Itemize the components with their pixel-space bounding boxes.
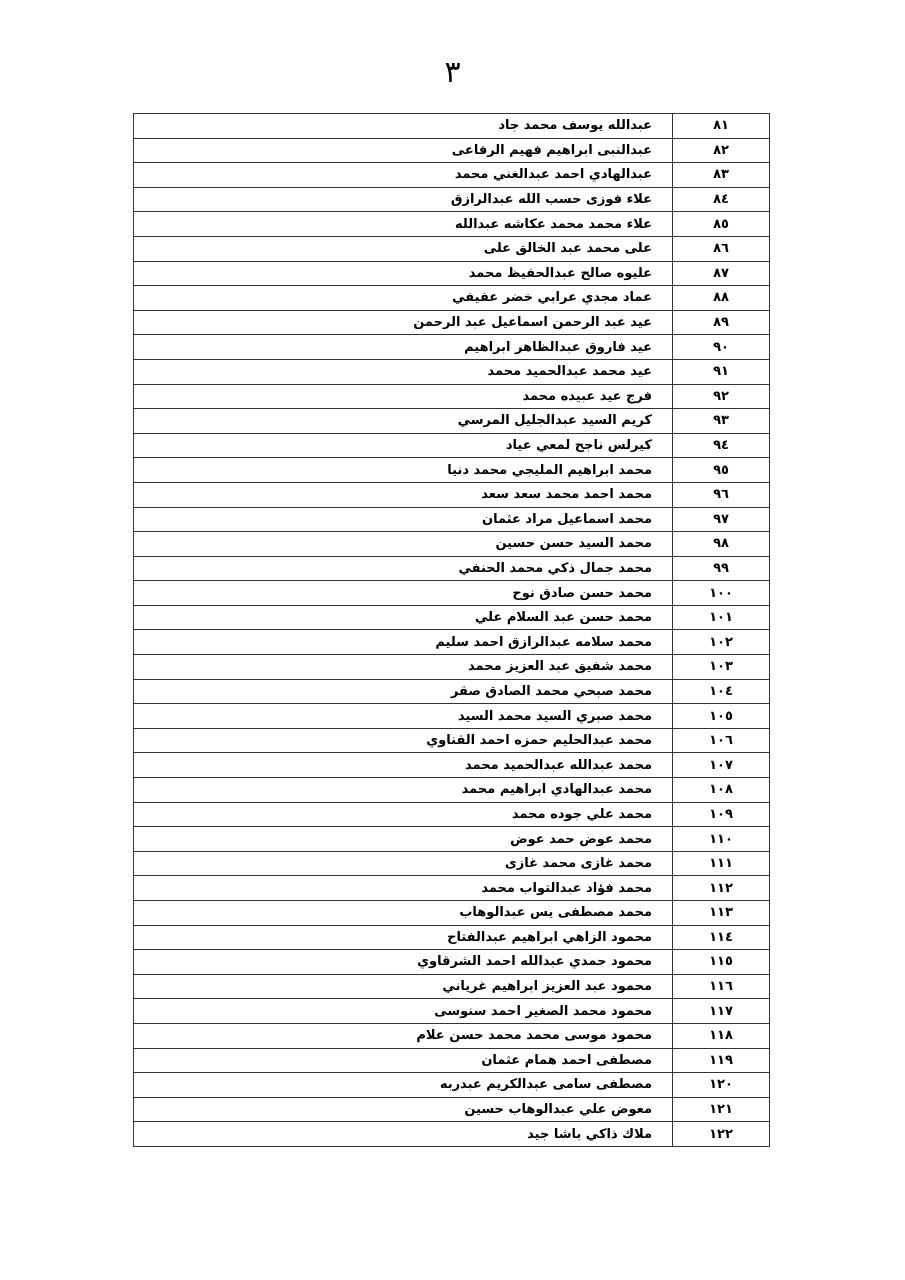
table-row (134, 187, 770, 212)
row-number: ١١٤ (673, 925, 770, 950)
table-row (134, 802, 770, 827)
table-row (134, 335, 770, 360)
table-row (134, 1073, 770, 1098)
person-name: محمد صبحي محمد الصادق صقر (134, 679, 673, 704)
person-name: محمود حمدي عبدالله احمد الشرقاوي (134, 950, 673, 975)
row-number: ٨٦ (673, 236, 770, 261)
row-number: ١١٥ (673, 950, 770, 975)
table-row (134, 261, 770, 286)
person-name: محمود موسى محمد محمد حسن علام (134, 1023, 673, 1048)
row-number: ١١٦ (673, 974, 770, 999)
table-row (134, 138, 770, 163)
person-name: محمد صبري السيد محمد السيد (134, 704, 673, 729)
table-row (134, 753, 770, 778)
person-name: محمود عبد العزيز ابراهيم غرياني (134, 974, 673, 999)
row-number: ١١٧ (673, 999, 770, 1024)
person-name: معوض علي عبدالوهاب حسين (134, 1097, 673, 1122)
row-number: ٨٥ (673, 212, 770, 237)
person-name: محمد ابراهيم المليجي محمد دنيا (134, 458, 673, 483)
person-name: علاء فوزى حسب الله عبدالرازق (134, 187, 673, 212)
table-row (134, 482, 770, 507)
table-row (134, 114, 770, 139)
row-number: ٩١ (673, 359, 770, 384)
table-row (134, 384, 770, 409)
table-row (134, 925, 770, 950)
row-number: ٩٠ (673, 335, 770, 360)
table-row (134, 556, 770, 581)
table-row (134, 236, 770, 261)
table-row (134, 433, 770, 458)
table-row (134, 901, 770, 926)
table-row (134, 876, 770, 901)
row-number: ٩٤ (673, 433, 770, 458)
person-name: مصطفى سامى عبدالكريم عبدربه (134, 1073, 673, 1098)
row-number: ١٢٠ (673, 1073, 770, 1098)
table-row (134, 286, 770, 311)
row-number: ١٠٥ (673, 704, 770, 729)
row-number: ٩٨ (673, 532, 770, 557)
person-name: كريم السيد عبدالجليل المرسي (134, 409, 673, 434)
person-name: محمد احمد محمد سعد سعد (134, 482, 673, 507)
table-row (134, 1023, 770, 1048)
person-name: على محمد عبد الخالق على (134, 236, 673, 261)
person-name: عبدالنبى ابراهيم فهيم الرفاعى (134, 138, 673, 163)
person-name: محمد عوض حمد عوض (134, 827, 673, 852)
table-row (134, 679, 770, 704)
person-name: محمد عبدالحليم حمزه احمد القناوي (134, 728, 673, 753)
person-name: محمود الزاهي ابراهيم عبدالفتاح (134, 925, 673, 950)
row-number: ٩٦ (673, 482, 770, 507)
person-name: محمد سلامه عبدالرازق احمد سليم (134, 630, 673, 655)
row-number: ١١٣ (673, 901, 770, 926)
row-number: ١١١ (673, 851, 770, 876)
row-number: ١٠٤ (673, 679, 770, 704)
person-name: محمد فؤاد عبدالتواب محمد (134, 876, 673, 901)
person-name: ملاك ذاكي باشا جيد (134, 1122, 673, 1147)
person-name: محمد جمال ذكي محمد الحنفي (134, 556, 673, 581)
row-number: ١٢١ (673, 1097, 770, 1122)
row-number: ١٠٦ (673, 728, 770, 753)
person-name: عبدالله يوسف محمد جاد (134, 114, 673, 139)
person-name: محمد مصطفى يس عبدالوهاب (134, 901, 673, 926)
row-number: ٩٩ (673, 556, 770, 581)
table-row (134, 581, 770, 606)
names-table-body (134, 114, 770, 1147)
table-row (134, 1097, 770, 1122)
row-number: ٩٧ (673, 507, 770, 532)
person-name: عماد مجدي عرابي خضر عفيفي (134, 286, 673, 311)
row-number: ١٢٢ (673, 1122, 770, 1147)
row-number: ٩٢ (673, 384, 770, 409)
person-name: محمد شفيق عبد العزيز محمد (134, 655, 673, 680)
table-row (134, 827, 770, 852)
person-name: كيرلس ناجح لمعي عياد (134, 433, 673, 458)
names-table (133, 113, 770, 1147)
table-row (134, 212, 770, 237)
person-name: محمد حسن صادق نوح (134, 581, 673, 606)
person-name: عيد فاروق عبدالظاهر ابراهيم (134, 335, 673, 360)
row-number: ١٠٠ (673, 581, 770, 606)
table-row (134, 532, 770, 557)
row-number: ١١٩ (673, 1048, 770, 1073)
row-number: ١٠٣ (673, 655, 770, 680)
table-row (134, 999, 770, 1024)
table-row (134, 851, 770, 876)
table-row (134, 630, 770, 655)
person-name: عيد عبد الرحمن اسماعيل عبد الرحمن (134, 310, 673, 335)
person-name: محمد عبدالله عبدالحميد محمد (134, 753, 673, 778)
person-name: فرج عيد عبيده محمد (134, 384, 673, 409)
person-name: محمد السيد حسن حسين (134, 532, 673, 557)
table-row (134, 778, 770, 803)
person-name: علاء محمد محمد عكاشه عبدالله (134, 212, 673, 237)
person-name: محمد حسن عبد السلام علي (134, 605, 673, 630)
table-row (134, 1122, 770, 1147)
person-name: مصطفى احمد همام عثمان (134, 1048, 673, 1073)
row-number: ٨٣ (673, 163, 770, 188)
table-row (134, 704, 770, 729)
table-row (134, 507, 770, 532)
row-number: ٨٩ (673, 310, 770, 335)
person-name: محمد عبدالهادي ابراهيم محمد (134, 778, 673, 803)
person-name: عليوه صالح عبدالحفيظ محمد (134, 261, 673, 286)
person-name: محمد اسماعيل مراد عثمان (134, 507, 673, 532)
person-name: عبدالهادي احمد عبدالغني محمد (134, 163, 673, 188)
row-number: ١٠٨ (673, 778, 770, 803)
person-name: محمود محمد الصغير احمد سنوسى (134, 999, 673, 1024)
row-number: ١٠١ (673, 605, 770, 630)
row-number: ١٠٢ (673, 630, 770, 655)
person-name: عيد محمد عبدالحميد محمد (134, 359, 673, 384)
row-number: ٨٢ (673, 138, 770, 163)
table-row (134, 655, 770, 680)
row-number: ٩٣ (673, 409, 770, 434)
table-row (134, 950, 770, 975)
table-row (134, 310, 770, 335)
person-name: محمد غازى محمد غازى (134, 851, 673, 876)
row-number: ١٠٧ (673, 753, 770, 778)
row-number: ٩٥ (673, 458, 770, 483)
table-row (134, 163, 770, 188)
row-number: ٨٨ (673, 286, 770, 311)
table-row (134, 974, 770, 999)
table-row (134, 728, 770, 753)
row-number: ١١٨ (673, 1023, 770, 1048)
row-number: ١١٠ (673, 827, 770, 852)
person-name: محمد علي جوده محمد (134, 802, 673, 827)
row-number: ٨٧ (673, 261, 770, 286)
row-number: ١١٢ (673, 876, 770, 901)
row-number: ٨١ (673, 114, 770, 139)
table-row (134, 409, 770, 434)
page-number: ٣ (444, 55, 461, 90)
row-number: ٨٤ (673, 187, 770, 212)
table-row (134, 1048, 770, 1073)
table-row (134, 458, 770, 483)
row-number: ١٠٩ (673, 802, 770, 827)
table-row (134, 605, 770, 630)
table-row (134, 359, 770, 384)
